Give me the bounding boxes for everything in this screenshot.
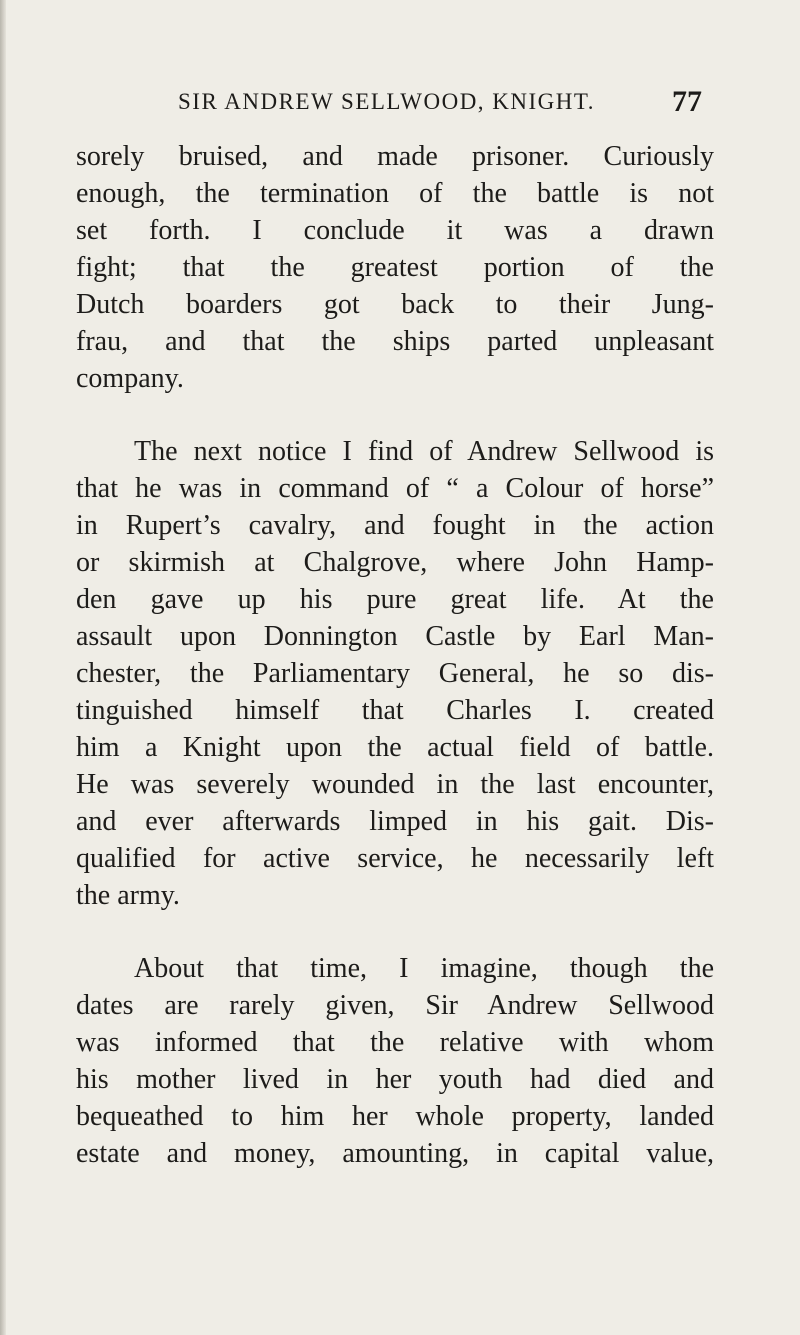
text-line: was informed that the relative with whom [76,1027,714,1058]
paragraph [76,433,714,914]
text-line: assault upon Donnington Castle by Earl Man- [76,621,714,652]
paragraph [76,138,714,397]
text-line: He was severely wounded in the last encounter, [76,769,714,800]
text-line: company. [76,363,184,394]
text-line: estate and money, amounting, in capital value, [76,1138,714,1169]
text-line: bequeathed to him her whole property, landed [76,1101,714,1132]
text-line: sorely bruised, and made prisoner. Curiously [76,141,714,172]
text-line: that he was in command of “ a Colour of horse” [76,473,714,504]
text-line: enough, the termination of the battle is not [76,178,714,209]
text-line: fight; that the greatest portion of the [76,252,714,283]
body-text [76,138,714,1172]
text-line: the army. [76,880,180,911]
text-line: The next notice I find of Andrew Sellwood is [134,436,714,467]
text-line: dates are rarely given, Sir Andrew Sellwood [76,990,714,1021]
text-line: and ever afterwards limped in his gait. Dis- [76,806,714,837]
paragraph-gap [76,914,714,950]
paragraph-gap [76,397,714,433]
text-line: him a Knight upon the actual field of battle. [76,732,714,763]
page-edge-shadow [0,0,6,1335]
text-line: tinguished himself that Charles I. created [76,695,714,726]
text-line: Dutch boarders got back to their Jung- [76,289,714,320]
text-line: in Rupert’s cavalry, and fought in the action [76,510,714,541]
running-head: SIR ANDREW SELLWOOD, KNIGHT. [178,89,595,114]
text-line: qualified for active service, he necessarily left [76,843,714,874]
text-line: frau, and that the ships parted unpleasant [76,326,714,357]
text-line: den gave up his pure great life. At the [76,584,714,615]
paragraph [76,950,714,1172]
text-line: set forth. I conclude it was a drawn [76,215,714,246]
text-line: About that time, I imagine, though the [134,953,714,984]
text-line: chester, the Parliamentary General, he so dis- [76,658,714,689]
page-header [0,85,800,125]
text-line: or skirmish at Chalgrove, where John Hamp- [76,547,714,578]
text-line: his mother lived in her youth had died and [76,1064,714,1095]
page-number: 77 [672,85,702,118]
